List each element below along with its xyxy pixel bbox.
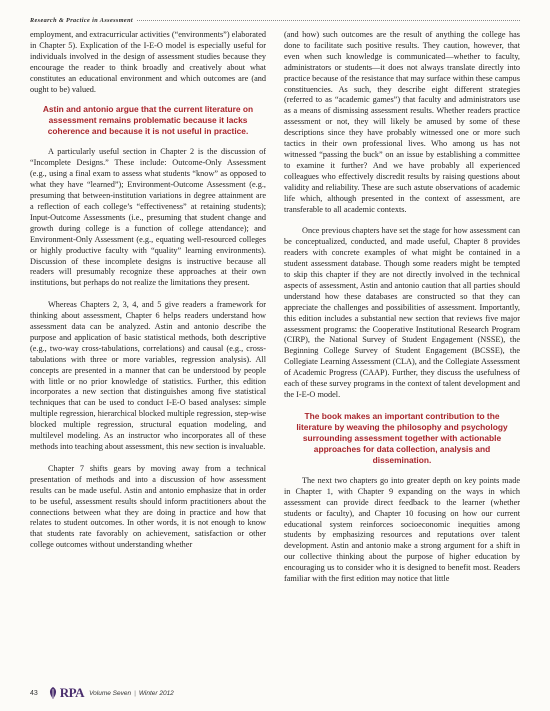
header-dotted-rule [137,20,520,21]
left-paragraph-3: Whereas Chapters 2, 3, 4, and 5 give readers a framework for thinking about assessment, Chapter 6 helps readers understand how assessment data can be analyzed. Astin and antonio describe the purpose and application of basic statistical methods, both descriptive (e.g., two-way cross-tabulations, correlations) and causal (e.g., cross-tabulations with three or more variables, regression analysis). All concepts are presented in a manner that can be understood by people with little or no prior knowledge of statistics. Further, this edition incorporates a new section that distinguishes among five statistical techniques that can be used to conduct I-E-O based analyses: simple multiple regression, hierarchical blocked multiple regression, step-wise blocked multiple regression, structural equation modeling, and multilevel modeling. As an instructor who incorporates all of these methods into teaching about assessment, this new section is invaluable. [30,300,266,451]
article-columns [30,30,520,676]
right-paragraph-1: (and how) such outcomes are the result of anything the college has done to facilitate such positive results. They caution, however, that even when such knowledge is communicated—whether to faculty, administrators or students—it does not always translate directly into practice because of the resistance that may surface within these campus constituencies. As such, they describe eight different strategies (referred to as “academic games”) that faculty and administrators use as a means of dismissing assessment results. Whether readers practice assessment or not, they will likely be amused by some of these descriptions since they have probably witnessed one or more such tactics in their own professional lives. Who among us has not witnessed “passing the buck” on an issue by establishing a committee to examine it further? And we have probably all experienced colleagues who effectively discredit results by raising questions about validity and reliability. These are such astute observations of academic life which, although presented in the context of assessment, are transferable to all academic contexts. [284,30,520,214]
issue-label: Winter 2012 [138,689,174,697]
left-paragraph-4: Chapter 7 shifts gears by moving away from a technical presentation of methods and into a discussion of how assessment results can be made useful. Astin and antonio emphasize that in order to be useful, assessment results should inform practitioners about the connections between what they are doing in practice and how that relates to student outcomes. In other words, it is not enough to know that students rate favorably on achievement, satisfaction or other college outcomes without understanding whether [30,463,266,550]
right-column [284,30,520,676]
rpa-logo [46,685,84,701]
left-paragraph-2: A particularly useful section in Chapter 2 is the discussion of “Incomplete Designs.” These include: Outcome-Only Assessment (e.g., using a final exam to assess what students “know” as opposed to what they have “learned”); Environment-Outcome Assessment (e.g., presuming that between-institution variations in degree attainment are a reflection of each college’s “effectiveness” at retaining students); Input-Outcome Assessments (i.e., presuming that student change and growth during college is a function of college attendance); and Environment-Only Assessment (e.g., equating well-resourced colleges or highly productive faculty with “quality” learning environments). Discussion of these incomplete designs is instructive because all readers will presumably recognize these approaches at their own institutions, but perhaps do not realize the limitations they present. [30,147,266,288]
left-paragraph-1: employment, and extracurricular activities (“environments”) elaborated in Chapter 5). Explication of the I-E-O model is especially useful for individuals involved in the design of assessment studies because they encourage the reader to think broadly and creatively about what constitutes an educational environment and which outcomes are (and ought to be) valued. [30,30,266,94]
volume-label: Volume Seven [89,689,132,697]
pull-quote-2: The book makes an important contribution to the literature by weaving the philosophy and psychology surrounding assessment together with actionable approaches for data collection, analysis and dissemination. [296,410,508,465]
leaf-icon [46,686,60,700]
page-number: 43 [30,689,38,697]
running-header [30,14,520,26]
logo-text: RPA [59,685,85,700]
journal-header-label: Research & Practice in Assessment [30,16,134,24]
page-footer [30,682,520,704]
volume-separator: | [134,689,136,697]
pull-quote-1: Astin and antonio argue that the current literature on assessment remains problematic because it lacks coherence and because it is not useful in practice. [42,104,254,137]
right-paragraph-2: Once previous chapters have set the stage for how assessment can be conceptualized, conducted, and made useful, Chapter 8 provides readers with concrete examples of what might be contained in a student assessment database. Though some readers might be tempted to skip this chapter if they are not directly involved in the technical aspects of assessment, Astin and antonio caution that all parties should understand how these databases are constructed so that they can appreciate the challenges and possibilities of assessment. Importantly, this edition includes a substantial new section that reviews five major assessment programs: the Cooperative Institutional Research Program (CIRP), the National Survey of Student Engagement (NSSE), the Beginning College Survey of Student Engagement (BCSSE), the Collegiate Learning Assessment (CLA), and the Collegiate Assessment of Academic Progress (CAAP). Further, they discuss the usefulness of each of these survey programs in the context of talent development and the I-E-O model. [284,226,520,399]
right-paragraph-3: The next two chapters go into greater depth on key points made in Chapter 1, with Chapter 9 expanding on the ways in which assessment can provide direct feedback to the learner (whether students or faculty), and Chapter 10 focusing on how our current educational system reinforces socioeconomic inequities among students by emphasizing resources and reputations over talent development. Astin and antonio make a strong argument for a shift in our collective thinking about the purpose of higher education by encouraging us to consider who it is designed to benefit most. Readers familiar with the first edition may notice that little [284,475,520,584]
left-column [30,30,266,676]
